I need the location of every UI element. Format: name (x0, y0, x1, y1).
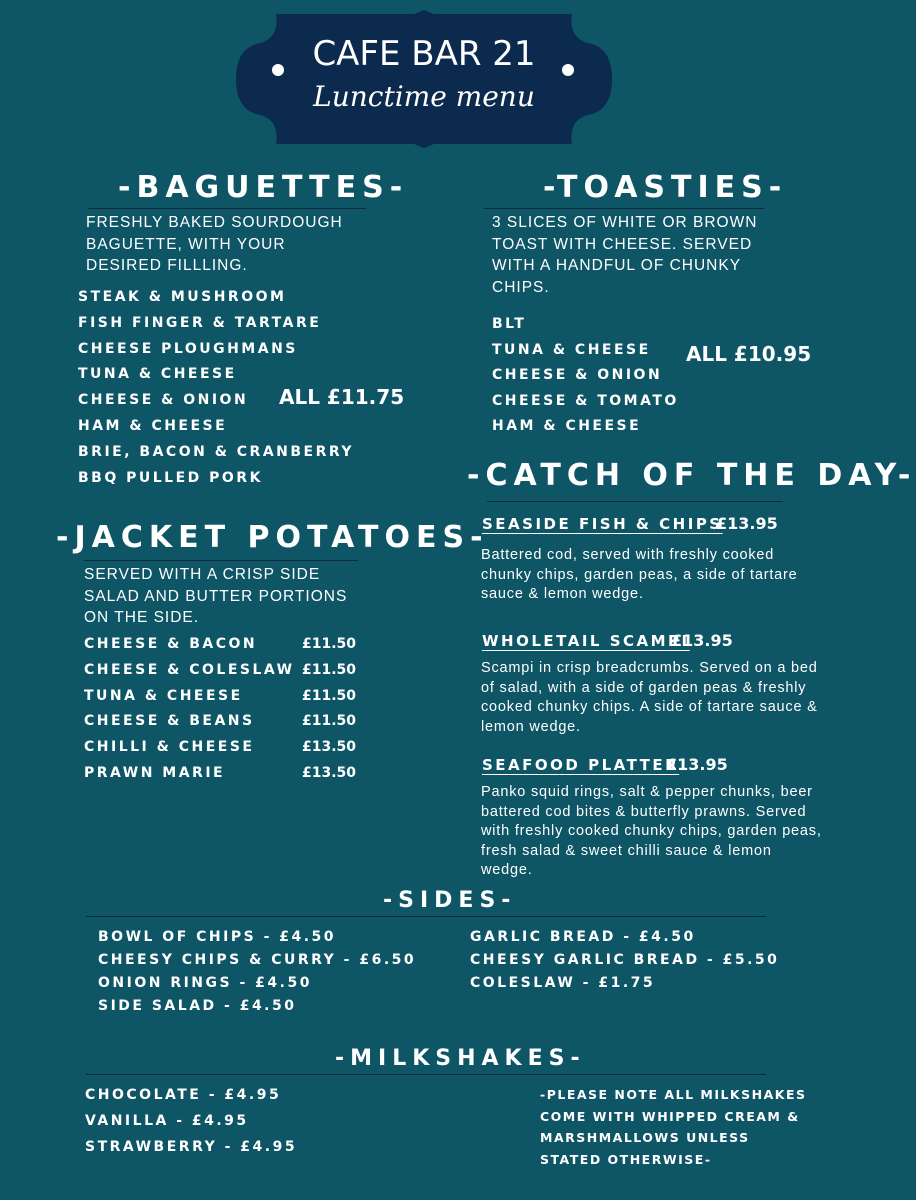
list-item: CHEESE & ONION (78, 392, 249, 409)
scampi-item-description: Scampi in crisp breadcrumbs. Served on a bed of salad, with a side of garden peas & freshly cooked chunky chips. A side of tartare sauce & lemon wedge. (481, 660, 818, 735)
jacket-row (84, 713, 357, 735)
list-item: VANILLA - £4.95 (85, 1113, 249, 1129)
fish-item-name: SEASIDE FISH & CHIPS (482, 515, 723, 533)
list-item: SIDE SALAD - £4.50 (98, 998, 297, 1014)
list-item: COLESLAW - £1.75 (470, 975, 656, 991)
jacket-row (84, 636, 357, 658)
fish-item-price: £13.95 (716, 514, 778, 533)
catch-heading: -CATCH OF THE DAY- (467, 458, 916, 493)
list-item: CHEESY CHIPS & CURRY - £6.50 (98, 952, 417, 968)
jacket-item-name: CHILLI & CHEESE (84, 739, 255, 756)
jacket-description: SERVED WITH A CRISP SIDE SALAD AND BUTTER PORTIONS ON THE SIDE. (84, 566, 348, 626)
list-item: BBQ PULLED PORK (78, 469, 263, 486)
jacket-item-price: £11.50 (302, 687, 357, 704)
sides-list-right (470, 926, 779, 995)
jacket-item-price: £13.50 (302, 739, 357, 756)
list-item: TUNA & CHEESE (492, 341, 651, 358)
catch-rule (487, 501, 783, 502)
scampi-item-name: WHOLETAIL SCAMPI (482, 632, 690, 650)
jacket-item-name: CHEESE & BACON (84, 636, 258, 652)
jacket-item-name: TUNA & CHEESE (84, 687, 243, 704)
list-item: GARLIC BREAD - £4.50 (470, 929, 696, 945)
list-item: STRAWBERRY - £4.95 (85, 1139, 298, 1155)
jacket-item-name: CHEESE & COLESLAW (84, 661, 295, 678)
sides-rule (86, 916, 766, 917)
baguettes-price: ALL £11.75 (279, 385, 405, 409)
list-item: BRIE, BACON & CRANBERRY (78, 443, 355, 460)
list-item: CHEESE & ONION (492, 367, 663, 384)
milkshakes-rule (86, 1074, 766, 1075)
milkshakes-list (85, 1082, 297, 1160)
list-item: TUNA & CHEESE (78, 366, 237, 383)
sides-list-left (98, 926, 416, 1018)
sides-heading: -SIDES- (383, 888, 517, 913)
cafe-name: CAFE BAR 21 (312, 34, 536, 74)
list-item: CHEESE PLOUGHMANS (78, 340, 298, 357)
platter-item-name: SEAFOOD PLATTER (482, 756, 680, 774)
platter-item-price: £13.95 (666, 755, 728, 774)
list-item: CHOCOLATE - £4.95 (85, 1087, 282, 1103)
jacket-row (84, 687, 357, 710)
list-item: HAM & CHEESE (78, 417, 228, 434)
jacket-heading: -JACKET POTATOES- (56, 520, 489, 555)
platter-item-description: Panko squid rings, salt & pepper chunks, beer battered cod bites & butterfly prawns. Served with freshly cooked chunky chips, garden peas, fresh salad & sweet chilli sauce & lemon wedge. (481, 784, 822, 878)
header-plaque (236, 10, 612, 148)
list-item: CHEESE & TOMATO (492, 392, 679, 409)
toasties-rule (484, 208, 764, 209)
jacket-row (84, 739, 357, 761)
toasties-list (492, 312, 679, 440)
toasties-description: 3 SLICES OF WHITE OR BROWN TOAST WITH CHEESE. SERVED WITH A HANDFUL OF CHUNKY CHIPS. (492, 214, 758, 296)
jacket-item-price: £11.50 (302, 636, 357, 652)
list-item: ONION RINGS - £4.50 (98, 975, 312, 991)
fish-item-description: Battered cod, served with freshly cooked chunky chips, garden peas, a side of tartare sauce & lemon wedge. (481, 547, 798, 602)
baguettes-description: FRESHLY BAKED SOURDOUGH BAGUETTE, WITH YOUR DESIRED FILLLING. (86, 214, 343, 274)
list-item: BOWL OF CHIPS - £4.50 (98, 929, 337, 945)
milkshakes-heading: -MILKSHAKES- (335, 1046, 586, 1071)
list-item: BLT (492, 316, 527, 332)
jacket-item-price: £11.50 (302, 661, 357, 678)
jacket-item-price: £13.50 (302, 765, 357, 781)
jacket-row (84, 765, 357, 787)
toasties-price: ALL £10.95 (686, 342, 812, 366)
list-item: FISH FINGER & TARTARE (78, 314, 322, 331)
jacket-item-name: CHEESE & BEANS (84, 713, 255, 730)
jacket-row (84, 661, 357, 684)
menu-subtitle: Lunctime menu (313, 80, 535, 113)
jacket-rule (84, 560, 358, 561)
list-item: STEAK & MUSHROOM (78, 289, 287, 305)
scampi-item-price: £13.95 (671, 631, 733, 650)
list-item: HAM & CHEESE (492, 418, 642, 435)
jacket-item-name: PRAWN MARIE (84, 765, 226, 781)
jacket-item-price: £11.50 (302, 713, 357, 730)
baguettes-rule (88, 208, 366, 209)
list-item: CHEESY GARLIC BREAD - £5.50 (470, 952, 780, 968)
toasties-heading: -TOASTIES- (543, 170, 788, 205)
milkshakes-note: -PLEASE NOTE ALL MILKSHAKES COME WITH WHIPPED CREAM & MARSHMALLOWS UNLESS STATED OTHERWISE- (540, 1087, 807, 1167)
baguettes-heading: -BAGUETTES- (118, 170, 409, 205)
